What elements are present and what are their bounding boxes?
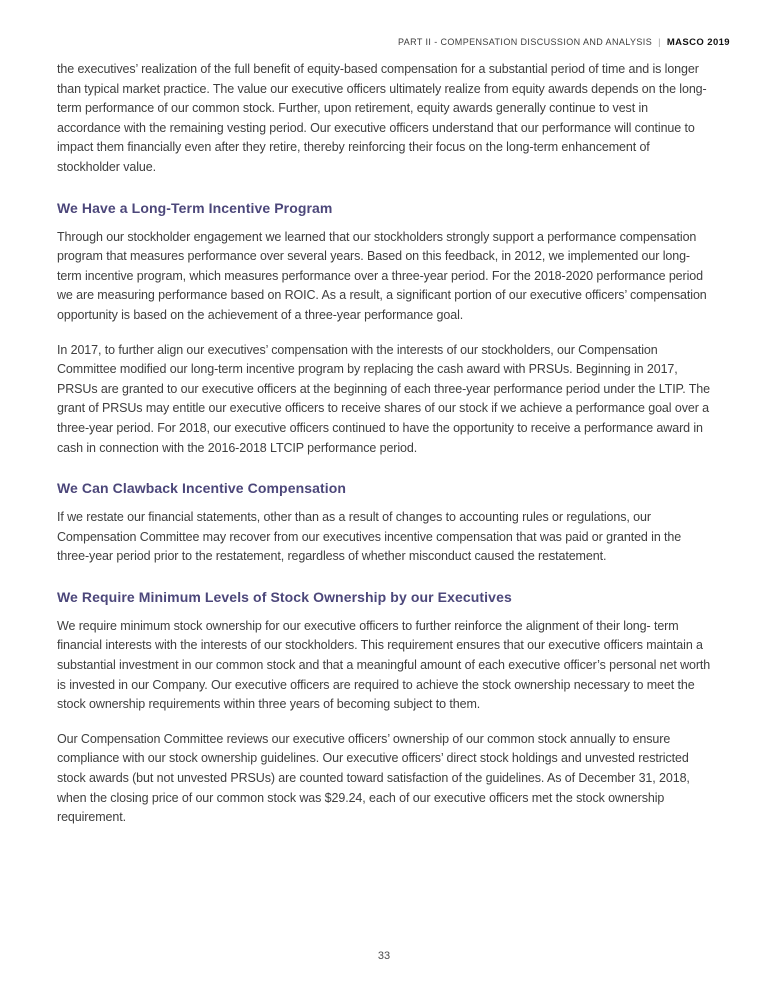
page-content (57, 60, 713, 843)
section-heading-long-term-incentive: We Have a Long-Term Incentive Program (57, 199, 333, 216)
section-heading-clawback: We Can Clawback Incentive Compensation (57, 480, 347, 497)
header-section-label: PART II - COMPENSATION DISCUSSION AND ANALYSIS (397, 37, 653, 47)
paragraph-ltip-1: Through our stockholder engagement we learned that our stockholders strongly support a performance compensation program that measures performance over several years. Based on this feedback, in 2012, we implemented our long-term incentive program, which measures performance over a three-year period. For the 2018-2020 performance period we are measuring performance based on ROIC. As a result, a significant portion of our executive officers’ compensation opportunity is based on the achievement of a three-year performance goal. (57, 229, 707, 322)
paragraph-stock-ownership-2: Our Compensation Committee reviews our executive officers’ ownership of our common stock annually to ensure compliance with our stock ownership guidelines. Our executive officers’ direct stock holdings and unvested restricted stock awards (but not unvested PRSUs) are counted toward satisfaction of the guidelines. As of December 31, 2018, when the closing price of our common stock was $29.24, each of our executive officers met the stock ownership requirement. (57, 731, 690, 825)
intro-paragraph: the executives’ realization of the full benefit of equity-based compensation for a substantial period of time and is longer than typical market practice. The value our executive officers ultimately realize from equity awards depends on the long-term performance of our common stock. Further, upon retirement, equity awards generally continue to vest in accordance with the remaining vesting period. Our executive officers understand that our performance will continue to impact them financially even after they retire, thereby reinforcing their focus on the long-term enhancement of stockholder value. (57, 62, 707, 174)
page-header (57, 37, 730, 48)
paragraph-clawback: If we restate our financial statements, other than as a result of changes to accounting rules or regulations, our Compensation Committee may recover from our executives incentive compensation that was paid or granted in the three-year period prior to the restatement, regardless of whether misconduct caused the restatement. (57, 510, 682, 564)
page-footer (0, 950, 768, 962)
header-brand: MASCO 2019 (666, 37, 730, 48)
header-separator: | (658, 37, 661, 47)
page-number: 33 (377, 950, 391, 962)
section-heading-stock-ownership: We Require Minimum Levels of Stock Ownership by our Executives (57, 588, 512, 605)
paragraph-ltip-2: In 2017, to further align our executives’ compensation with the interests of our stockholders, our Compensation Committee modified our long-term incentive program by replacing the cash award with PRSUs. Beginning in 2017, PRSUs are granted to our executive officers at the beginning of each three-year performance period under the LTIP. The grant of PRSUs may entitle our executive officers to receive shares of our stock if we achieve a performance goal over a three-year period. For 2018, our executive officers continued to have the opportunity to receive a performance award in cash in connection with the 2016-2018 LTCIP performance period. (57, 342, 710, 455)
paragraph-stock-ownership-1: We require minimum stock ownership for our executive officers to further reinforce the alignment of their long- term financial interests with the interests of our stockholders. This requirement ensures that our executive officers maintain a substantial investment in our common stock and that a meaningful amount of each executive officer’s personal net worth is invested in our Company. Our executive officers are required to achieve the stock ownership necessary to meet the stock ownership requirements within three years of becoming subject to them. (57, 618, 711, 712)
